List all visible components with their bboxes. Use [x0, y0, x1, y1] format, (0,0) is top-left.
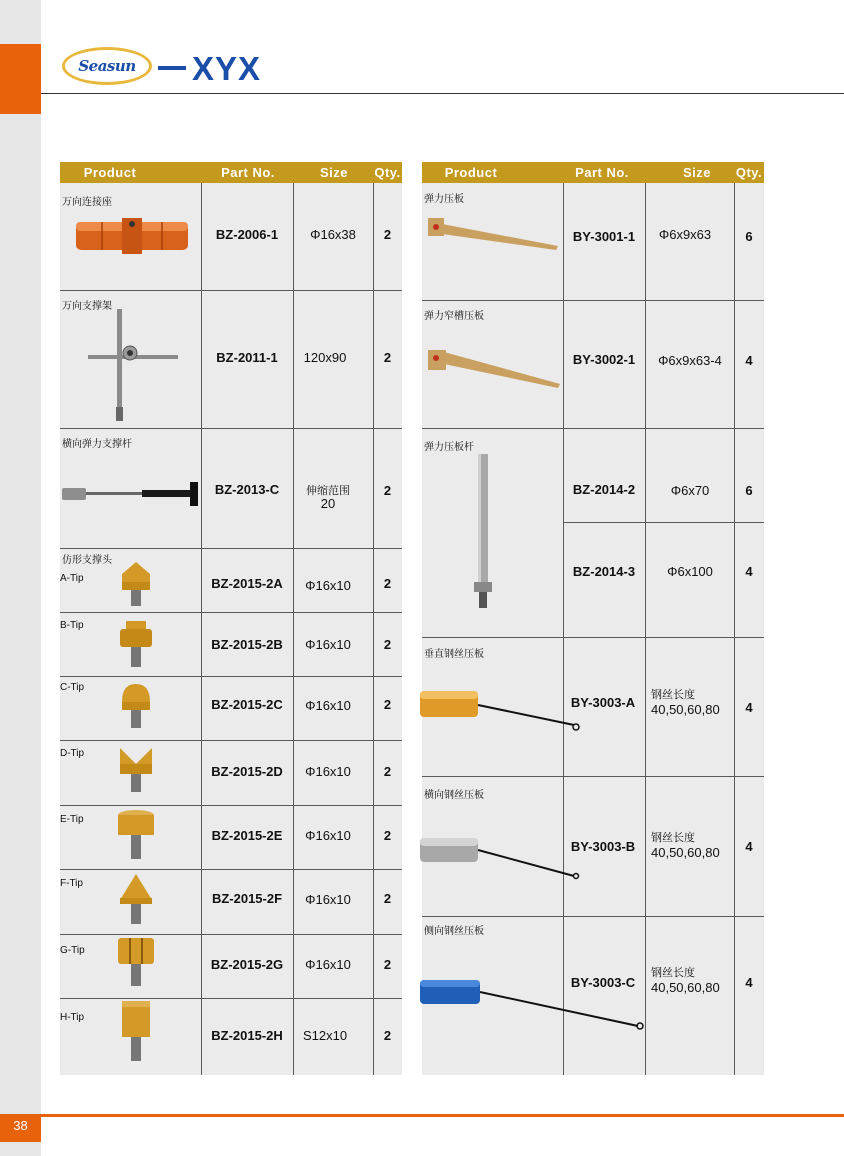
- qty-value: 6: [745, 229, 753, 244]
- part-number: BZ-2015-2A: [211, 576, 283, 591]
- part-number: BZ-2015-2E: [211, 828, 283, 843]
- row-divider: [60, 998, 402, 999]
- support-frame-image: [84, 307, 184, 427]
- size-value: 120x90: [303, 350, 347, 365]
- row-divider: [60, 740, 402, 741]
- table-header: [422, 162, 764, 183]
- column-divider: [563, 183, 564, 1075]
- b-tip-image: [116, 619, 156, 671]
- row-divider: [422, 776, 764, 777]
- tip-label: C-Tip: [60, 682, 85, 693]
- right-product-table: [422, 162, 764, 1075]
- side-strip: [0, 0, 41, 1156]
- size-value: Φ16x10: [305, 637, 351, 652]
- size-value: Φ6x9x63: [658, 227, 712, 242]
- size-value: Φ6x70: [670, 483, 710, 498]
- wire-length-values: 40,50,60,80: [651, 702, 720, 717]
- row-divider: [422, 916, 764, 917]
- header-rule: [41, 93, 844, 94]
- wire-length-values: 40,50,60,80: [651, 980, 720, 995]
- size-value: Φ6x9x63-4: [658, 353, 722, 368]
- product-name: 横向弹力支撑杆: [62, 439, 132, 450]
- tip-label: G-Tip: [60, 945, 85, 956]
- column-divider: [734, 183, 735, 1075]
- part-number: BY-3001-1: [572, 229, 636, 244]
- qty-value: 2: [383, 957, 392, 972]
- spring-support-rod-image: [60, 480, 202, 510]
- product-name: 横向钢丝压板: [424, 790, 484, 801]
- part-number: BY-3003-A: [570, 695, 636, 710]
- row-divider: [422, 637, 764, 638]
- header-product: Product: [83, 165, 137, 180]
- qty-value: 2: [383, 828, 392, 843]
- qty-value: 2: [383, 227, 392, 242]
- wire-length-label: 钢丝长度: [651, 832, 695, 844]
- product-name: 弹力压板杆: [424, 442, 474, 453]
- product-name: 弹力窄槽压板: [424, 311, 484, 322]
- h-tip-image: [116, 999, 156, 1065]
- tip-label: D-Tip: [60, 748, 85, 759]
- size-value: Φ16x10: [305, 828, 351, 843]
- size-value: Φ16x38: [310, 227, 356, 242]
- clamp-rod-image: [468, 452, 498, 612]
- qty-value: 2: [383, 1028, 392, 1043]
- size-value: Φ16x10: [305, 892, 351, 907]
- table-header: [60, 162, 402, 183]
- qty-value: 4: [745, 839, 753, 854]
- vertical-wire-clamp-image: [418, 689, 584, 735]
- row-divider: [60, 869, 402, 870]
- part-number: BZ-2014-3: [572, 564, 636, 579]
- header-part-no: Part No.: [575, 165, 629, 180]
- part-number: BZ-2015-2D: [211, 764, 283, 779]
- qty-value: 4: [745, 975, 753, 990]
- qty-value: 4: [745, 700, 753, 715]
- wire-length-label: 钢丝长度: [651, 689, 695, 701]
- size-range-value: 20: [320, 496, 336, 511]
- part-number: BZ-2014-2: [572, 482, 636, 497]
- part-number: BZ-2015-2H: [211, 1028, 283, 1043]
- f-tip-image: [116, 872, 156, 928]
- a-tip-image: [116, 560, 156, 610]
- row-divider: [60, 612, 402, 613]
- product-name: 弹力压板: [424, 194, 464, 205]
- row-divider: [60, 805, 402, 806]
- qty-value: 4: [745, 353, 753, 368]
- e-tip-image: [114, 807, 158, 863]
- size-value: Φ6x100: [667, 564, 713, 579]
- header-qty: Qty.: [735, 165, 763, 180]
- row-divider: [60, 676, 402, 677]
- side-accent-block: [0, 44, 41, 114]
- header-part-no: Part No.: [221, 165, 275, 180]
- qty-value: 2: [383, 483, 392, 498]
- size-range-label: 伸缩范围: [306, 485, 350, 497]
- part-number: BY-3002-1: [572, 352, 636, 367]
- row-divider: [563, 522, 764, 523]
- c-tip-image: [116, 680, 156, 732]
- brand-name: XYX: [192, 50, 262, 87]
- column-divider: [201, 183, 202, 1075]
- product-name: 万向连接座: [62, 197, 112, 208]
- product-name: 侧向钢丝压板: [424, 926, 484, 937]
- column-divider: [293, 183, 294, 1075]
- header-size: Size: [682, 165, 711, 180]
- header-qty: Qty.: [374, 165, 401, 180]
- qty-value: 4: [745, 564, 753, 579]
- header-size: Size: [319, 165, 348, 180]
- part-number: BZ-2015-2F: [211, 891, 283, 906]
- column-divider: [645, 183, 646, 1075]
- wire-length-label: 钢丝长度: [651, 967, 695, 979]
- qty-value: 6: [745, 483, 753, 498]
- part-number: BZ-2011-1: [216, 350, 278, 365]
- row-divider: [60, 548, 402, 549]
- page-number: 38: [13, 1118, 28, 1133]
- qty-value: 2: [383, 576, 392, 591]
- header-product: Product: [444, 165, 498, 180]
- left-product-table: [60, 162, 402, 1075]
- wire-length-values: 40,50,60,80: [651, 845, 720, 860]
- tip-label: A-Tip: [60, 573, 84, 584]
- tip-label: F-Tip: [60, 878, 83, 889]
- g-tip-image: [114, 934, 158, 990]
- part-number: BZ-2013-C: [214, 482, 280, 497]
- qty-value: 2: [383, 350, 392, 365]
- row-divider: [422, 428, 764, 429]
- size-value: S12x10: [302, 1028, 348, 1043]
- part-number: BZ-2006-1: [215, 227, 279, 242]
- part-number: BY-3003-B: [570, 839, 636, 854]
- part-number: BZ-2015-2B: [211, 637, 283, 652]
- part-number: BY-3003-C: [570, 975, 636, 990]
- tip-label: E-Tip: [60, 814, 84, 825]
- spring-clamp-image: [426, 212, 562, 252]
- tip-label: H-Tip: [60, 1012, 85, 1023]
- horizontal-wire-clamp-image: [418, 834, 584, 880]
- narrow-slot-clamp-image: [426, 342, 562, 392]
- size-value: Φ16x10: [305, 698, 351, 713]
- logo-dash: [158, 66, 186, 70]
- logo-text: Seasun: [78, 57, 136, 75]
- qty-value: 2: [383, 764, 392, 779]
- size-value: Φ16x10: [305, 957, 351, 972]
- size-value: Φ16x10: [305, 578, 351, 593]
- seasun-logo: [62, 47, 152, 85]
- row-divider: [422, 300, 764, 301]
- part-number: BZ-2015-2C: [211, 697, 283, 712]
- d-tip-image: [116, 744, 156, 796]
- tip-label: B-Tip: [60, 620, 84, 631]
- row-divider: [60, 290, 402, 291]
- size-value: Φ16x10: [305, 764, 351, 779]
- universal-joint-image: [72, 212, 192, 262]
- row-divider: [60, 428, 402, 429]
- product-name: 万向支撑架: [62, 301, 112, 312]
- qty-value: 2: [383, 637, 392, 652]
- row-divider: [60, 934, 402, 935]
- qty-value: 2: [383, 891, 392, 906]
- part-number: BZ-2015-2G: [210, 957, 284, 972]
- product-name: 垂直钢丝压板: [424, 649, 484, 660]
- column-divider: [373, 183, 374, 1075]
- footer-rule: [41, 1114, 844, 1117]
- product-name: 仿形支撑头: [62, 555, 112, 566]
- qty-value: 2: [383, 697, 392, 712]
